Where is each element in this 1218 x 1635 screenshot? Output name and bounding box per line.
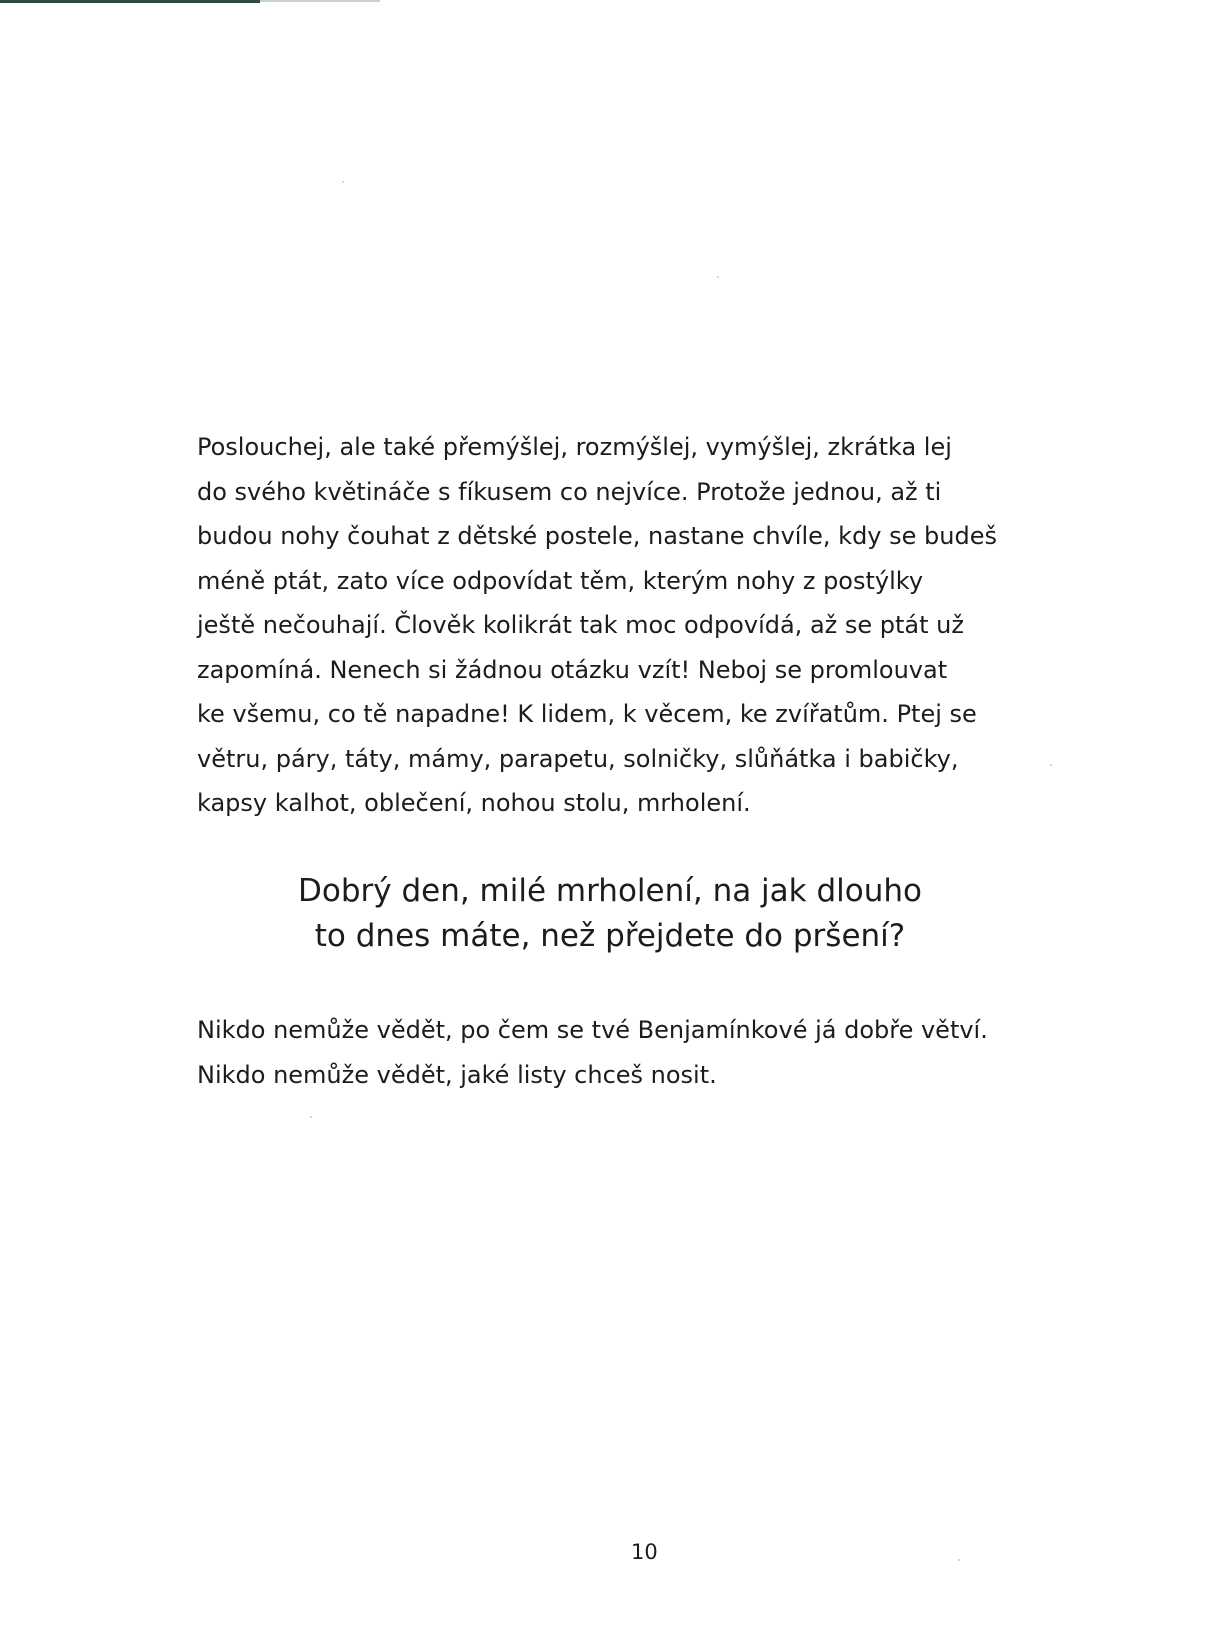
body-line: ještě nečouhají. Člověk kolikrát tak moc odpovídá, až se ptát už [197, 611, 964, 639]
body-paragraph [197, 425, 1077, 826]
top-edge-rule [0, 0, 260, 3]
body-line: do svého květináče s fíkusem co nejvíce. Protože jednou, až ti [197, 477, 942, 506]
scan-speck [1050, 764, 1052, 766]
scan-speck [958, 1559, 960, 1561]
scan-speck [717, 276, 719, 278]
scan-speck [342, 181, 344, 183]
closing-paragraph [197, 1008, 1097, 1098]
top-edge-rule-faint [260, 0, 380, 2]
quote-line: to dnes máte, než přejdete do pršení? [314, 918, 906, 954]
body-line: ke všemu, co tě napadne! K lidem, k věcem, ke zvířatům. Ptej se [197, 700, 977, 728]
closing-line: Nikdo nemůže vědět, jaké listy chceš nosit. [197, 1061, 717, 1089]
page-number: 10 [631, 1540, 658, 1564]
body-line: Poslouchej, ale také přemýšlej, rozmýšlej, vymýšlej, zkrátka lej [197, 433, 952, 461]
body-line: zapomíná. Nenech si žádnou otázku vzít! Neboj se promlouvat [197, 655, 948, 684]
body-line: méně ptát, zato více odpovídat těm, kterým nohy z postýlky [197, 566, 924, 595]
quote-line: Dobrý den, milé mrholení, na jak dlouho [297, 873, 922, 909]
body-line: větru, páry, táty, mámy, parapetu, solničky, slůňátka i babičky, [197, 744, 959, 773]
closing-line: Nikdo nemůže vědět, po čem se tvé Benjamínkové já dobře větví. [197, 1016, 988, 1044]
body-line: budou nohy čouhat z dětské postele, nastane chvíle, kdy se budeš [197, 522, 997, 550]
highlighted-quote [200, 869, 1020, 959]
scan-speck [310, 1116, 312, 1118]
body-line: kapsy kalhot, oblečení, nohou stolu, mrholení. [197, 789, 751, 817]
